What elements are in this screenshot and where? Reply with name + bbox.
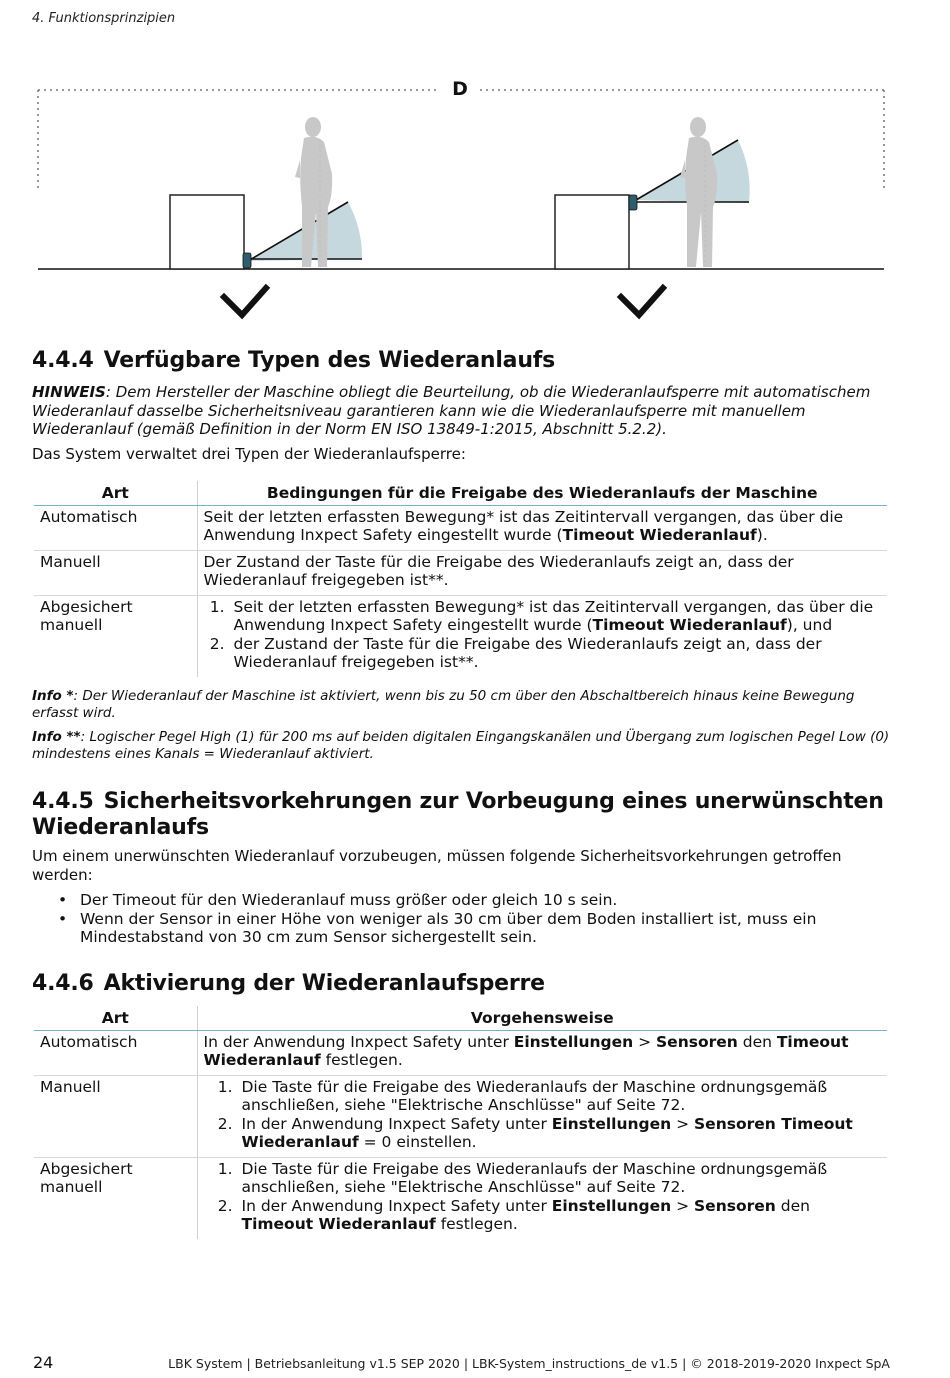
col-header-procedure: Vorgehensweise — [197, 1006, 887, 1030]
dimension-label: D — [452, 78, 468, 100]
check-icon-right — [621, 288, 663, 315]
heading-title-line2: Wiederanlaufs — [32, 815, 209, 840]
cell-condition: Der Zustand der Taste für die Freigabe des Wiederanlaufs zeigt an, dass der Wiederanlauf freigegeben ist**. — [197, 550, 887, 595]
numbered-list — [204, 1078, 882, 1152]
table-row — [34, 595, 887, 677]
hinweis-note — [32, 383, 902, 439]
heading-number: 4.4.5 — [32, 789, 94, 814]
heading-4-4-6 — [32, 971, 545, 997]
cell-procedure: In der Anwendung Inxpect Safety unter Einstellungen > Sensoren den Timeout Wiederanlauf festlegen. — [197, 1030, 887, 1075]
info-notes — [32, 688, 902, 763]
heading-number: 4.4.4 — [32, 348, 94, 373]
sensor-left — [243, 253, 251, 268]
list-item: 1. Die Taste für die Freigabe des Wiederanlaufs der Maschine ordnungsgemäß anschließen, siehe "Elektrische Anschlüsse" auf Seite 72. — [238, 1078, 882, 1115]
list-item: 2. der Zustand der Taste für die Freigabe des Wiederanlaufs zeigt an, dass der Wiederanlauf freigegeben ist**. — [230, 635, 882, 672]
cell-art: Manuell — [34, 1075, 197, 1157]
cell-condition: Seit der letzten erfassten Bewegung* ist das Zeitintervall vergangen, das über die Anwendung Inxpect Safety eingestellt wurde (Timeout Wiederanlauf). — [197, 505, 887, 550]
restart-types-table — [34, 481, 887, 677]
footer-meta: LBK System | Betriebsanleitung v1.5 SEP 2020 | LBK-System_instructions_de v1.5 | © 2018-2019-2020 Inxpect SpA — [168, 1356, 890, 1371]
table-row — [34, 550, 887, 595]
cell-art: Automatisch — [34, 1030, 197, 1075]
heading-number: 4.4.6 — [32, 971, 94, 996]
col-header-art: Art — [34, 1006, 197, 1030]
running-head: 4. Funktionsprinzipien — [32, 11, 176, 26]
list-item: 1. Seit der letzten erfassten Bewegung* ist das Zeitintervall vergangen, das über die Anwendung Inxpect Safety eingestellt wurde (Timeout Wiederanlauf), und — [230, 598, 882, 635]
machine-right — [555, 195, 629, 269]
col-header-conditions: Bedingungen für die Freigabe des Wiederanlaufs der Maschine — [197, 481, 887, 505]
numbered-list — [204, 1160, 882, 1234]
table-row — [34, 505, 887, 550]
info-note-2: Info **: Logischer Pegel High (1) für 200 ms auf beiden digitalen Eingangskanälen und Übergang zum logischen Pegel Low (0) mindestens eines Kanals = Wiederanlauf aktiviert. — [32, 729, 890, 762]
cell-art: Abgesichert manuell — [40, 1159, 133, 1196]
list-item: 2. In der Anwendung Inxpect Safety unter Einstellungen > Sensoren den Timeout Wiederanlauf festlegen. — [238, 1197, 882, 1234]
heading-4-4-5 — [32, 789, 884, 841]
cell-art: Automatisch — [34, 505, 197, 550]
list-item: • Der Timeout für den Wiederanlauf muss größer oder gleich 10 s sein. — [58, 891, 858, 910]
precautions-list — [58, 891, 858, 947]
col-header-art: Art — [34, 481, 197, 505]
heading-title: Aktivierung der Wiederanlaufsperre — [103, 971, 545, 996]
table-row — [34, 1157, 887, 1239]
activation-table — [34, 1006, 887, 1239]
list-item: • Wenn der Sensor in einer Höhe von weniger als 30 cm über dem Boden installiert ist, muss ein Mindestabstand von 30 cm zum Sensor sichergestellt sein. — [58, 910, 858, 947]
cell-art: Abgesichert manuell — [40, 597, 133, 634]
info-note-1: Info *: Der Wiederanlauf der Maschine ist aktiviert, wenn bis zu 50 cm über den Abschaltbereich hinaus keine Bewegung erfasst wird. — [32, 688, 855, 721]
list-item: 2. In der Anwendung Inxpect Safety unter Einstellungen > Sensoren Timeout Wiederanlauf = 0 einstellen. — [238, 1115, 882, 1152]
check-icon-left — [224, 288, 266, 315]
cell-procedure — [197, 1075, 887, 1157]
restart-illustration — [0, 60, 950, 330]
cell-art: Manuell — [34, 550, 197, 595]
heading-title: Sicherheitsvorkehrungen zur Vorbeugung eines unerwünschten — [103, 789, 884, 814]
table-row — [34, 1030, 887, 1075]
intro-text-444: Das System verwaltet drei Typen der Wiederanlaufsperre: — [32, 445, 466, 463]
table-header — [34, 1006, 887, 1030]
table-header — [34, 481, 887, 505]
list-item: 1. Die Taste für die Freigabe des Wiederanlaufs der Maschine ordnungsgemäß anschließen, siehe "Elektrische Anschlüsse" auf Seite 72. — [238, 1160, 882, 1197]
heading-title: Verfügbare Typen des Wiederanlaufs — [103, 348, 556, 373]
intro-text-445: Um einem unerwünschten Wiederanlauf vorzubeugen, müssen folgende Sicherheitsvorkehrungen getroffen werden: — [32, 847, 842, 884]
sensor-right — [629, 195, 637, 210]
cell-condition — [197, 595, 887, 677]
cell-procedure — [197, 1157, 887, 1239]
page-number: 24 — [33, 1353, 54, 1372]
table-row — [34, 1075, 887, 1157]
note-label: HINWEIS — [32, 383, 106, 401]
heading-4-4-4 — [32, 348, 555, 374]
note-text: : Dem Hersteller der Maschine obliegt die Beurteilung, ob die Wiederanlaufsperre mit automatischem Wiederanlauf dasselbe Sicherheitsniveau garantieren kann wie die Wiederanlaufsperre mit manuellem Wiederanlauf (gemäß Definition in der Norm EN ISO 13849-1:2015, Abschnitt 5.2.2). — [32, 383, 871, 438]
numbered-list — [204, 598, 882, 672]
machine-left — [170, 195, 244, 269]
